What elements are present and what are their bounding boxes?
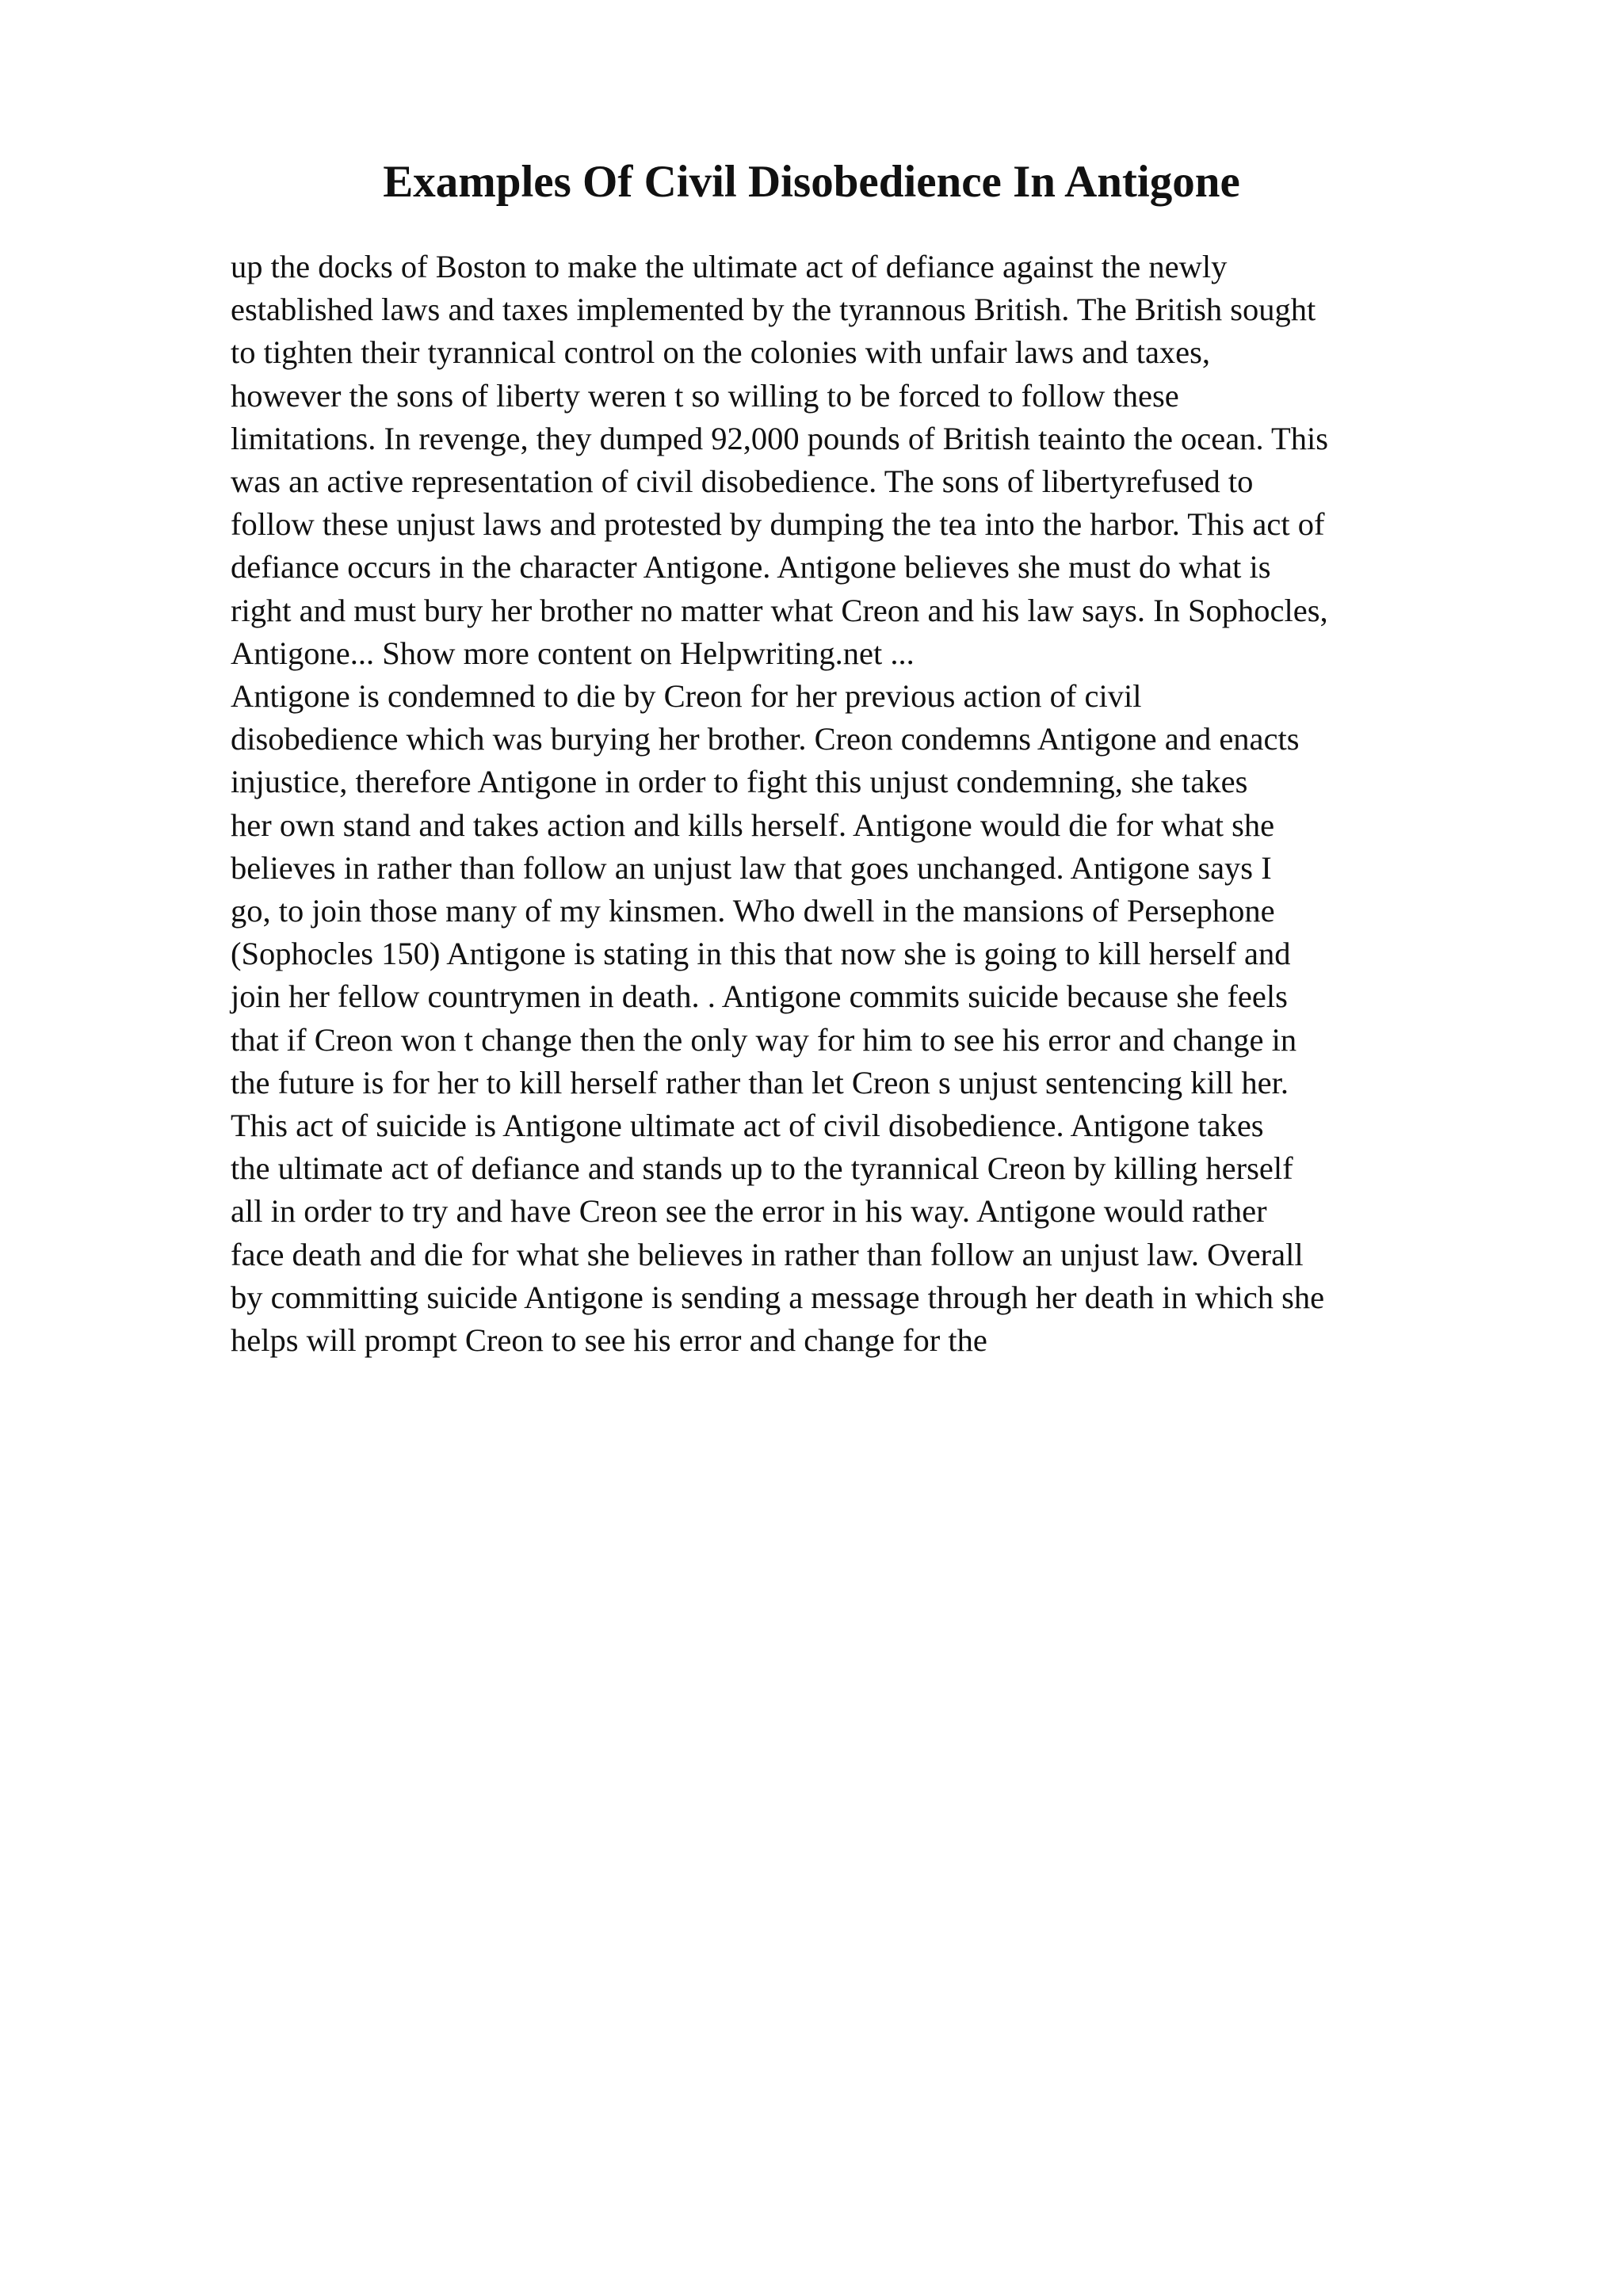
body-line: up the docks of Boston to make the ultimate act of defiance against the newly (231, 249, 1228, 284)
body-line: injustice, therefore Antigone in order to fight this unjust condemning, she takes (231, 764, 1248, 800)
body-line: her own stand and takes action and kills herself. Antigone would die for what she (231, 807, 1275, 843)
body-line: to tighten their tyrannical control on the colonies with unfair laws and taxes, (231, 334, 1211, 371)
body-line: face death and die for what she believes in rather than follow an unjust law. Overall (231, 1236, 1304, 1272)
body-line: by committing suicide Antigone is sending a message through her death in which she (231, 1279, 1325, 1315)
body-line: the ultimate act of defiance and stands up to the tyrannical Creon by killing herself (231, 1150, 1293, 1187)
body-line: defiance occurs in the character Antigone. Antigone believes she must do what is (231, 549, 1271, 585)
body-line: that if Creon won t change then the only way for him to see his error and change in (231, 1021, 1297, 1058)
body-line: the future is for her to kill herself rather than let Creon s unjust sentencing kill her. (231, 1064, 1289, 1100)
body-line: all in order to try and have Creon see the error in his way. Antigone would rather (231, 1193, 1267, 1230)
document-title: Examples Of Civil Disobedience In Antigone (383, 157, 1240, 207)
body-line: go, to join those many of my kinsmen. Who dwell in the mansions of Persephone (231, 893, 1275, 929)
body-line: right and must bury her brother no matter what Creon and his law says. In Sophocles, (231, 592, 1328, 628)
body-line: This act of suicide is Antigone ultimate act of civil disobedience. Antigone takes (231, 1108, 1264, 1144)
body-line: (Sophocles 150) Antigone is stating in this that now she is going to kill herself and (231, 936, 1291, 972)
body-line: was an active representation of civil disobedience. The sons of libertyrefused to (231, 463, 1254, 500)
body-line: however the sons of liberty weren t so willing to be forced to follow these (231, 377, 1179, 414)
body-line: follow these unjust laws and protested by dumping the tea into the harbor. This act of (231, 506, 1325, 543)
body-line: believes in rather than follow an unjust law that goes unchanged. Antigone says I (231, 849, 1272, 886)
body-line: established laws and taxes implemented by the tyrannous British. The British sought (231, 292, 1316, 328)
document-body (231, 246, 1514, 1362)
body-line: Antigone is condemned to die by Creon for her previous action of civil (231, 678, 1142, 715)
body-line: disobedience which was burying her brother. Creon condemns Antigone and enacts (231, 721, 1300, 757)
body-line: limitations. In revenge, they dumped 92,000 pounds of British teainto the ocean. This (231, 420, 1329, 456)
body-line: Antigone... Show more content on Helpwriting.net ... (231, 635, 915, 671)
body-line: join her fellow countrymen in death. . Antigone commits suicide because she feels (231, 978, 1288, 1015)
body-line: helps will prompt Creon to see his error and change for the (231, 1322, 987, 1359)
